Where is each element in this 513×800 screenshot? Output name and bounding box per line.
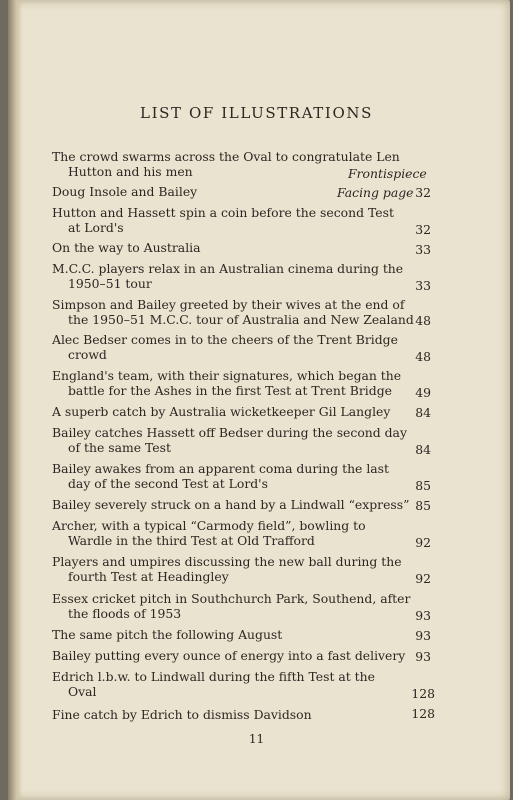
entry-line: Bailey putting every ounce of energy into a fast delivery: [52, 648, 406, 663]
entry-page: 92: [415, 571, 431, 586]
entry-page: 128: [411, 686, 435, 701]
entry-line: The same pitch the following August: [52, 627, 283, 642]
entry-line: The crowd swarms across the Oval to congratulate Len: [52, 149, 400, 164]
entry-line: Bailey awakes from an apparent coma during the last: [52, 461, 390, 476]
entry-line: Doug Insole and Bailey: [52, 184, 198, 199]
list-title: LIST OF ILLUSTRATIONS: [140, 104, 373, 122]
entry-line: Archer, with a typical “Carmody field”, bowling to: [52, 518, 366, 533]
entry-line: crowd: [68, 347, 107, 362]
entry-line: A superb catch by Australia wicketkeeper Gil Langley: [52, 404, 391, 419]
entry-line: On the way to Australia: [52, 240, 201, 255]
entry-page: 128: [411, 706, 435, 721]
entry-note: Facing page: [337, 185, 414, 200]
page-number: 11: [248, 732, 265, 746]
entry-line: Players and umpires discussing the new ball during the: [52, 554, 402, 569]
entry-line: Essex cricket pitch in Southchurch Park, Southend, after: [52, 591, 411, 606]
entry-line: Hutton and his men: [68, 164, 193, 179]
entry-page: 32: [415, 222, 431, 237]
entry-line: the floods of 1953: [68, 606, 182, 621]
entry-line: Fine catch by Edrich to dismiss Davidson: [52, 707, 312, 722]
entry-line: Simpson and Bailey greeted by their wives at the end of: [52, 297, 405, 312]
entry-line: Edrich l.b.w. to Lindwall during the fifth Test at the: [52, 669, 375, 684]
entry-line: of the same Test: [68, 440, 171, 455]
entry-page: 85: [415, 498, 431, 513]
entry-page: 48: [415, 349, 431, 364]
entry-line: Bailey catches Hassett off Bedser during the second day: [52, 425, 407, 440]
entry-page: 33: [415, 242, 431, 257]
entry-page: 93: [415, 628, 431, 643]
entry-page: 33: [415, 278, 431, 293]
entry-line: Bailey severely struck on a hand by a Lindwall “express”: [52, 497, 410, 512]
entry-page: 32: [415, 185, 431, 200]
entry-line: day of the second Test at Lord's: [68, 476, 268, 491]
entry-line: Oval: [68, 684, 97, 699]
entry-page: 48: [415, 313, 431, 328]
entry-page: 93: [415, 649, 431, 664]
entry-page: 93: [415, 608, 431, 623]
entry-line: battle for the Ashes in the first Test at Trent Bridge: [68, 383, 392, 398]
entry-page: 84: [415, 405, 431, 420]
entry-line: M.C.C. players relax in an Australian cinema during the: [52, 261, 404, 276]
entry-page: 92: [415, 535, 431, 550]
entry-page: 49: [415, 385, 431, 400]
entry-line: the 1950–51 M.C.C. tour of Australia and New Zealand: [68, 312, 414, 327]
entry-line: 1950–51 tour: [68, 276, 152, 291]
entry-line: England's team, with their signatures, which began the: [52, 368, 402, 383]
entry-page: 84: [415, 442, 431, 457]
entry-line: fourth Test at Headingley: [68, 569, 229, 584]
entry-line: Alec Bedser comes in to the cheers of the Trent Bridge: [52, 332, 398, 347]
entry-line: at Lord's: [68, 220, 124, 235]
entry-line: Hutton and Hassett spin a coin before the second Test: [52, 205, 394, 220]
entry-line: Wardle in the third Test at Old Trafford: [68, 533, 315, 548]
entry-page: 85: [415, 478, 431, 493]
entry-note: Frontispiece: [348, 166, 427, 181]
